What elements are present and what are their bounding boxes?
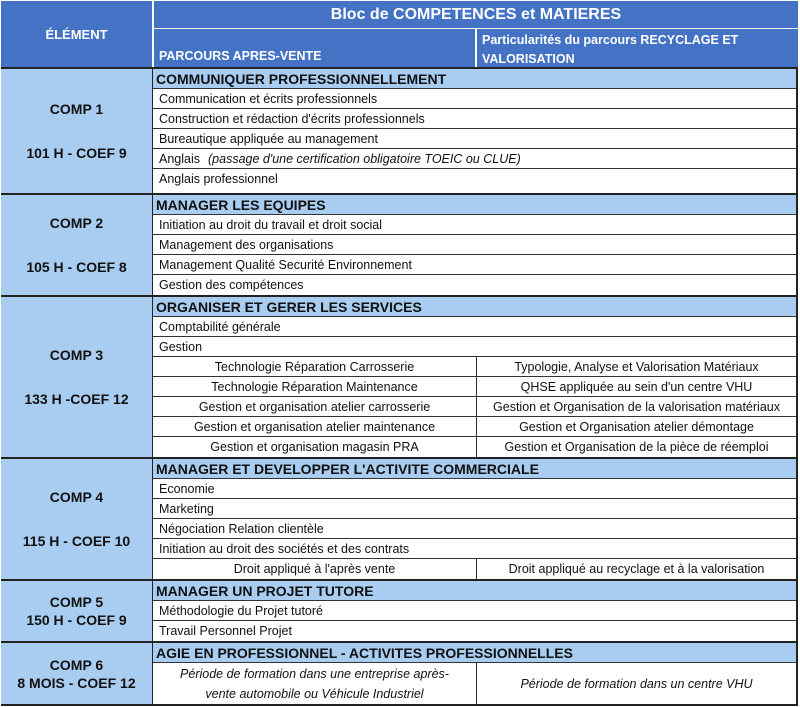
comp-name: COMP 1 xyxy=(49,101,104,117)
block-title: MANAGER UN PROJET TUTORE xyxy=(153,581,796,601)
header-parcours-recyclage xyxy=(477,29,798,67)
recyclage-subject: QHSE appliquée au sein d'un centre VHU xyxy=(520,379,753,394)
subject-row: Initiation au droit des sociétés et des contrats xyxy=(153,539,796,559)
comp-hours: 133 H -COEF 12 xyxy=(24,391,129,407)
subject-row xyxy=(153,149,796,169)
subject-row: Gestion des compétences xyxy=(153,275,796,295)
header-title: Bloc de COMPETENCES et MATIERES xyxy=(154,1,798,29)
subject-row-split xyxy=(153,377,796,397)
comp-hours: 101 H - COEF 9 xyxy=(26,145,127,161)
apres-vente-subject: Gestion et organisation atelier maintenance xyxy=(153,417,477,436)
block-comp4 xyxy=(1,457,798,579)
subject-row-split xyxy=(153,397,796,417)
comp-hours: 115 H - COEF 10 xyxy=(22,533,131,549)
block-comp1 xyxy=(1,67,798,193)
apres-vente-subject xyxy=(153,663,477,705)
comp-label xyxy=(1,459,153,579)
comp-name: COMP 5 xyxy=(49,594,104,610)
subject-row-split xyxy=(153,357,796,377)
comp-name: COMP 2 xyxy=(49,215,104,231)
subject-row: Comptabilité générale xyxy=(153,317,796,337)
recyclage-subject: Gestion et Organisation de la valorisation matériaux xyxy=(493,399,780,414)
comp-name: COMP 3 xyxy=(49,347,104,363)
header-col2-line2: VALORISATION xyxy=(482,52,575,66)
apres-vente-subject: Droit appliqué à l'après vente xyxy=(153,559,477,579)
comp-label xyxy=(1,297,153,457)
table-bottom-border xyxy=(1,704,798,706)
comp-hours: 8 MOIS - COEF 12 xyxy=(17,674,136,691)
subject-note: (passage d'une certification obligatoire TOEIC ou CLUE) xyxy=(208,151,521,166)
block-title: MANAGER ET DEVELOPPER L'ACTIVITE COMMERCIALE xyxy=(153,459,796,479)
block-title: MANAGER LES EQUIPES xyxy=(153,195,796,215)
subject-row: Economie xyxy=(153,479,796,499)
header-col2-line1: Particularités du parcours RECYCLAGE ET xyxy=(482,33,739,47)
comp-name: COMP 6 xyxy=(49,656,104,673)
header-parcours-apres-vente: PARCOURS APRES-VENTE xyxy=(154,29,476,67)
apres-vente-subject: Technologie Réparation Maintenance xyxy=(153,377,477,396)
subject-row-split xyxy=(153,559,796,579)
comp-hours: 150 H - COEF 9 xyxy=(26,612,127,628)
comp-label xyxy=(1,195,153,295)
subject-row: Management des organisations xyxy=(153,235,796,255)
recyclage-subject: Typologie, Analyse et Valorisation Matériaux xyxy=(514,359,759,374)
apres-vente-subject: Technologie Réparation Carrosserie xyxy=(153,357,477,376)
block-comp5 xyxy=(1,579,798,641)
recyclage-subject: Droit appliqué au recyclage et à la valorisation xyxy=(508,562,765,576)
subject-row: Management Qualité Securité Environnement xyxy=(153,255,796,275)
comp-name: COMP 4 xyxy=(49,489,104,505)
apres-vente-line2: vente automobile ou Véhicule Industriel xyxy=(205,687,424,701)
block-comp3 xyxy=(1,295,798,457)
subject-row: Marketing xyxy=(153,499,796,519)
comp-hours: 105 H - COEF 8 xyxy=(26,259,127,275)
subject-row-split xyxy=(153,663,796,705)
comp-label xyxy=(1,581,153,641)
subject-row: Travail Personnel Projet xyxy=(153,621,796,641)
subject-row: Bureautique appliquée au management xyxy=(153,129,796,149)
comp-label xyxy=(1,643,153,704)
apres-vente-subject: Gestion et organisation atelier carrosserie xyxy=(153,397,477,416)
subject-name: Anglais xyxy=(159,151,200,166)
recyclage-subject: Période de formation dans un centre VHU xyxy=(520,677,753,691)
subject-row: Anglais professionnel xyxy=(153,169,796,189)
apres-vente-subject: Gestion et organisation magasin PRA xyxy=(153,437,477,457)
block-title: COMMUNIQUER PROFESSIONNELLEMENT xyxy=(153,69,796,89)
recyclage-subject: Gestion et Organisation atelier démontage xyxy=(519,419,754,434)
block-title: AGIE EN PROFESSIONNEL - ACTIVITES PROFESSIONNELLES xyxy=(153,643,796,663)
header-element: ÉLÉMENT xyxy=(1,1,154,67)
subject-row-split xyxy=(153,437,796,457)
block-comp2 xyxy=(1,193,798,295)
subject-row: Communication et écrits professionnels xyxy=(153,89,796,109)
subject-row: Construction et rédaction d'écrits professionnels xyxy=(153,109,796,129)
recyclage-subject: Gestion et Organisation de la pièce de réemploi xyxy=(504,440,769,454)
subject-row: Méthodologie du Projet tutoré xyxy=(153,601,796,621)
apres-vente-line1: Période de formation dans une entreprise après- xyxy=(180,667,449,681)
subject-row: Négociation Relation clientèle xyxy=(153,519,796,539)
subject-row: Gestion xyxy=(153,337,796,357)
competences-table xyxy=(1,1,798,705)
block-comp6 xyxy=(1,641,798,704)
subject-row-split xyxy=(153,417,796,437)
block-title: ORGANISER ET GERER LES SERVICES xyxy=(153,297,796,317)
subject-row: Initiation au droit du travail et droit social xyxy=(153,215,796,235)
comp-label xyxy=(1,69,153,193)
